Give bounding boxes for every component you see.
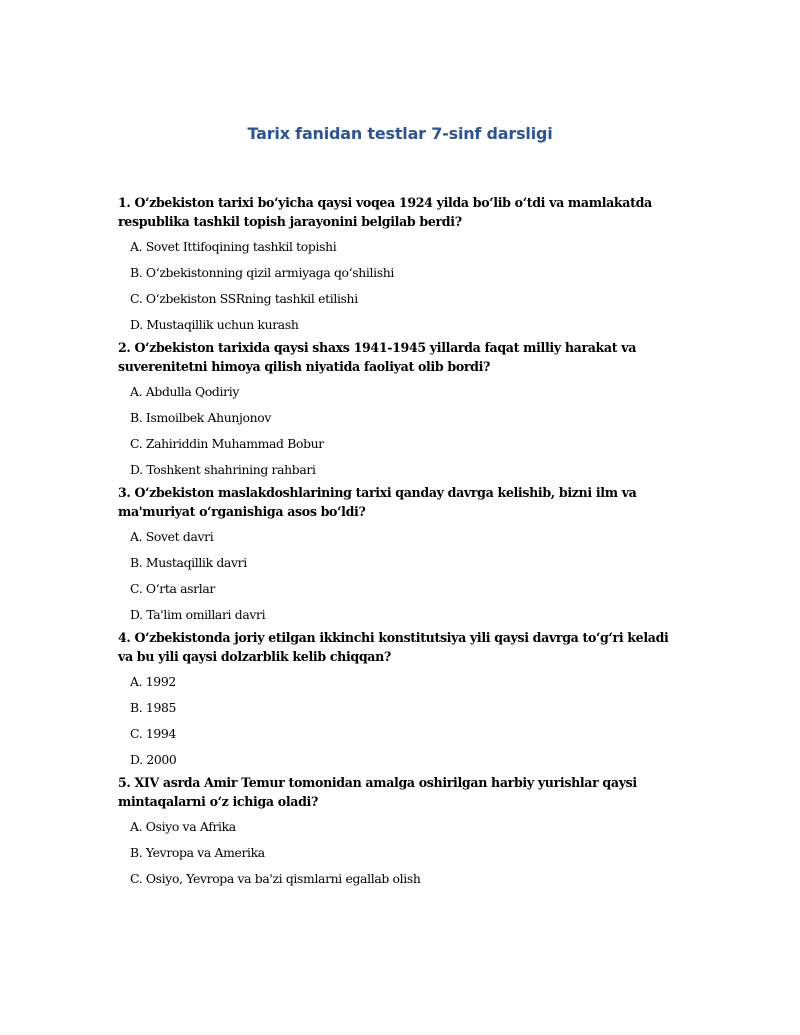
answer-options <box>118 528 678 623</box>
answer-option: C. 1994 <box>130 726 176 741</box>
answer-option: B. Yevropa va Amerika <box>130 845 265 860</box>
answer-option: B. O‘zbekistonning qizil armiyaga qo‘shilishi <box>130 265 394 280</box>
answer-option: A. 1992 <box>130 674 176 689</box>
answer-option: B. Ismoilbek Ahunjonov <box>130 410 272 425</box>
question-3 <box>118 483 678 623</box>
answer-option: D. Ta'lim omillari davri <box>130 607 266 622</box>
answer-options <box>118 383 678 478</box>
answer-option: D. Mustaqillik uchun kurash <box>130 317 299 332</box>
answer-option: A. Abdulla Qodiriy <box>130 384 239 399</box>
answer-option: A. Osiyo va Afrika <box>130 819 236 834</box>
question-2 <box>118 338 678 478</box>
answer-options <box>118 238 678 333</box>
question-text: 3. O‘zbekiston maslakdoshlarining tarixi qanday davrga kelishib, bizni ilm va ma'muriyat o‘rganishiga asos bo‘ldi? <box>118 485 637 519</box>
answer-option: C. Osiyo, Yevropa va ba'zi qismlarni egallab olish <box>130 871 421 886</box>
answer-option: D. Toshkent shahrining rahbari <box>130 462 316 477</box>
question-1 <box>118 193 678 333</box>
answer-option: A. Sovet Ittifoqining tashkil topishi <box>130 239 337 254</box>
question-list <box>118 193 678 892</box>
page-title: Tarix fanidan testlar 7-sinf darsligi <box>247 124 553 143</box>
answer-option: C. O‘rta asrlar <box>130 581 215 596</box>
answer-option: D. 2000 <box>130 752 177 767</box>
question-4 <box>118 628 678 768</box>
answer-option: C. Zahiriddin Muhammad Bobur <box>130 436 324 451</box>
question-text: 4. O‘zbekistonda joriy etilgan ikkinchi konstitutsiya yili qaysi davrga to‘g‘ri keladi va bu yili qaysi dolzarblik kelib chiqqan? <box>118 630 669 664</box>
answer-option: B. 1985 <box>130 700 177 715</box>
answer-option: A. Sovet davri <box>130 529 214 544</box>
answer-option: C. O‘zbekiston SSRning tashkil etilishi <box>130 291 358 306</box>
answer-option: B. Mustaqillik davri <box>130 555 247 570</box>
question-text: 5. XIV asrda Amir Temur tomonidan amalga oshirilgan harbiy yurishlar qaysi mintaqalarni o‘z ichiga oladi? <box>118 775 637 809</box>
answer-options <box>118 673 678 768</box>
question-5 <box>118 773 678 887</box>
answer-options <box>118 818 678 887</box>
question-text: 2. O‘zbekiston tarixida qaysi shaxs 1941-1945 yillarda faqat milliy harakat va suverenitetni himoya qilish niyatida faoliyat olib bordi? <box>118 340 637 374</box>
question-text: 1. O‘zbekiston tarixi bo‘yicha qaysi voqea 1924 yilda bo‘lib o‘tdi va mamlakatda respublika tashkil topish jarayonini belgilab berdi? <box>118 195 652 229</box>
